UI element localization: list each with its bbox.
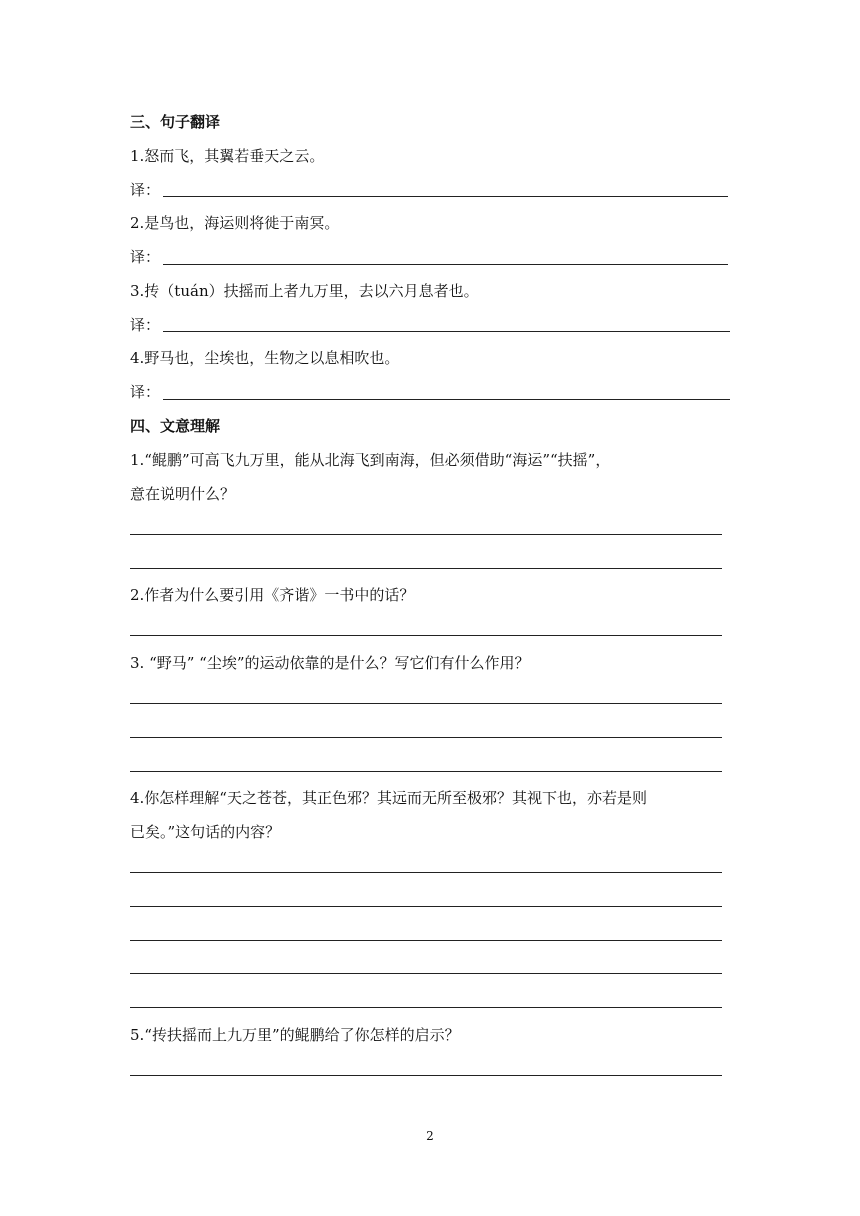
comprehension-question-1-line-2: 意在说明什么？ [130, 485, 236, 503]
section-heading-translation: 三、句子翻译 [130, 113, 221, 131]
answer-line[interactable] [130, 872, 722, 873]
answer-line[interactable] [130, 906, 722, 907]
comprehension-question-5: 5.“抟扶摇而上九万里”的鲲鹏给了你怎样的启示？ [130, 1026, 460, 1044]
answer-line[interactable] [130, 1075, 722, 1076]
answer-line[interactable] [130, 1007, 722, 1008]
translation-question-4: 4.野马也，尘埃也，生物之以息相吹也。 [130, 349, 400, 367]
answer-line[interactable] [130, 940, 722, 941]
answer-line[interactable] [130, 703, 722, 704]
answer-line[interactable] [163, 331, 730, 332]
answer-line[interactable] [163, 196, 728, 197]
comprehension-question-4-line-1: 4.你怎样理解“天之苍苍，其正色邪？其远而无所至极邪？其视下也，亦若是则 [130, 789, 647, 807]
answer-line[interactable] [130, 534, 722, 535]
translation-label-4: 译： [130, 383, 161, 401]
answer-line[interactable] [130, 771, 722, 772]
comprehension-question-4-line-2: 已矣。”这句话的内容？ [130, 823, 281, 841]
comprehension-question-3: 3. “野马” “尘埃”的运动依靠的是什么？写它们有什么作用？ [130, 654, 530, 672]
answer-line[interactable] [130, 973, 722, 974]
translation-label-1: 译： [130, 181, 161, 199]
section-heading-comprehension: 四、文意理解 [130, 417, 221, 435]
translation-question-2: 2.是鸟也，海运则将徙于南冥。 [130, 214, 340, 232]
translation-label-3: 译： [130, 316, 161, 334]
translation-question-3: 3.抟（tuán）扶摇而上者九万里，去以六月息者也。 [130, 282, 479, 300]
page-number: 2 [426, 1129, 434, 1143]
translation-question-1: 1.怒而飞，其翼若垂天之云。 [130, 147, 325, 165]
comprehension-question-1-line-1: 1.“鲲鹏”可高飞九万里，能从北海飞到南海，但必须借助“海运”“扶摇”， [130, 451, 611, 469]
answer-line[interactable] [130, 568, 722, 569]
answer-line[interactable] [130, 737, 722, 738]
answer-line[interactable] [163, 399, 730, 400]
answer-line[interactable] [163, 264, 728, 265]
answer-line[interactable] [130, 635, 722, 636]
translation-label-2: 译： [130, 248, 161, 266]
comprehension-question-2: 2.作者为什么要引用《齐谐》一书中的话？ [130, 586, 415, 604]
